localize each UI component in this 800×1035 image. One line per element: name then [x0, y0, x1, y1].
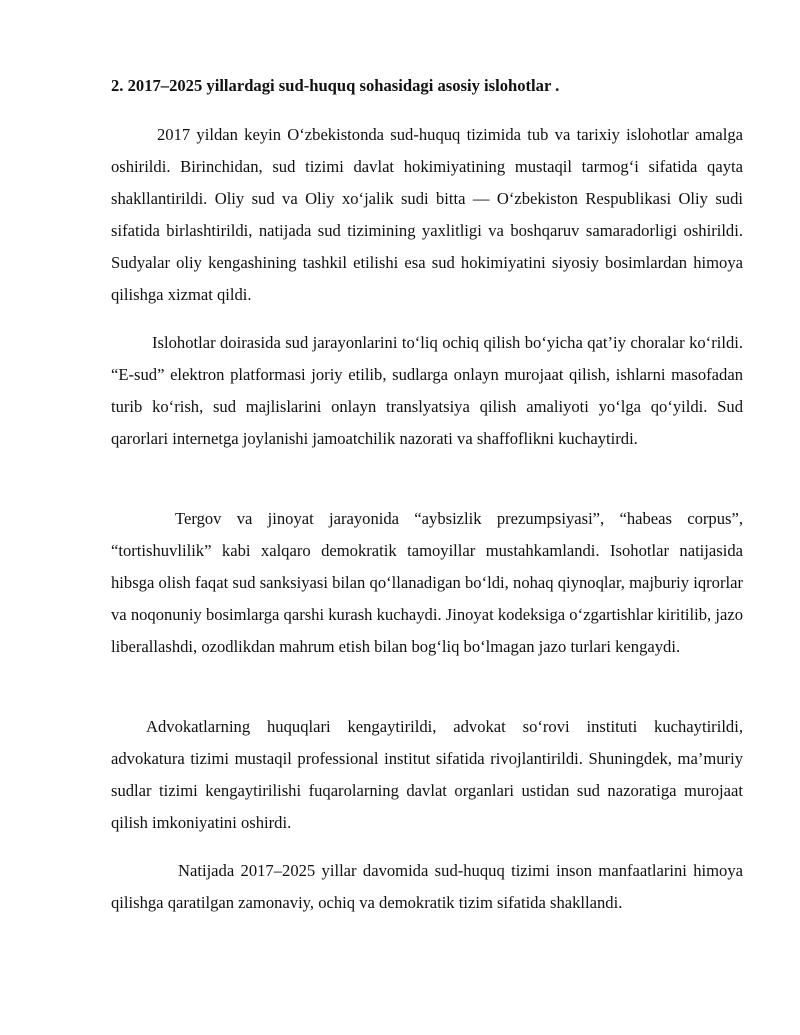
paragraph-4: Advokatlarning huquqlari kengaytirildi, advokat so‘rovi instituti kuchaytirildi, advokatura tizimi mustaqil professional institut sifatida rivojlantirildi. Shuningdek, ma’muriy sudlar tizimi kengaytirilishi fuqarolarning davlat organlari ustidan sud nazoratiga murojaat qilish imkoniyatini oshirdi. — [111, 717, 743, 832]
paragraph-1: 2017 yildan keyin O‘zbekistonda sud-huquq tizimida tub va tarixiy islohotlar amalga oshirildi. Birinchidan, sud tizimi davlat hokimiyatining mustaqil tarmog‘i sifatida qayta shakllantirildi. Oliy sud va Oliy xo‘jalik sudi bitta — O‘zbekiston Respublikasi Oliy sudi sifatida birlashtirildi, natijada sud tizimining yaxlitligi va boshqaruv samaradorligi oshirildi. Sudyalar oliy kengashining tashkil etilishi esa sud hokimiyatini siyosiy bosimlardan himoya qilishga xizmat qildi. — [111, 125, 743, 304]
paragraph-3: Tergov va jinoyat jarayonida “aybsizlik prezumpsiyasi”, “habeas corpus”, “tortishuvlilik” kabi xalqaro demokratik tamoyillar mustahkamlandi. Isohotlar natijasida hibsga olish faqat sud sanksiyasi bilan qo‘llanadigan bo‘ldi, nohaq qiynoqlar, majburiy iqrorlar va noqonuniy bosimlarga qarshi kurash kuchaydi. Jinoyat kodeksiga o‘zgartishlar kiritilib, jazo liberallashdi, ozodlikdan mahrum etish bilan bog‘liq bo‘lmagan jazo turlari kengaydi. — [111, 509, 743, 656]
section-heading: 2. 2017–2025 yillardagi sud-huquq sohasidagi asosiy islohotlar . — [111, 76, 560, 95]
paragraph-2: Islohotlar doirasida sud jarayonlarini to‘liq ochiq qilish bo‘yicha qat’iy choralar ko‘rildi. “E-sud” elektron platformasi joriy etilib, sudlarga onlayn murojaat qilish, ishlarni masofadan turib ko‘rish, sud majlislarini onlayn translyatsiya qilish amaliyoti yo‘lga qo‘yildi. Sud qarorlari internetga joylanishi jamoatchilik nazorati va shaffoflikni kuchaytirdi. — [111, 333, 743, 448]
paragraph-5: Natijada 2017–2025 yillar davomida sud-huquq tizimi inson manfaatlarini himoya qilishga qaratilgan zamonaviy, ochiq va demokratik tizim sifatida shakllandi. — [111, 861, 743, 912]
